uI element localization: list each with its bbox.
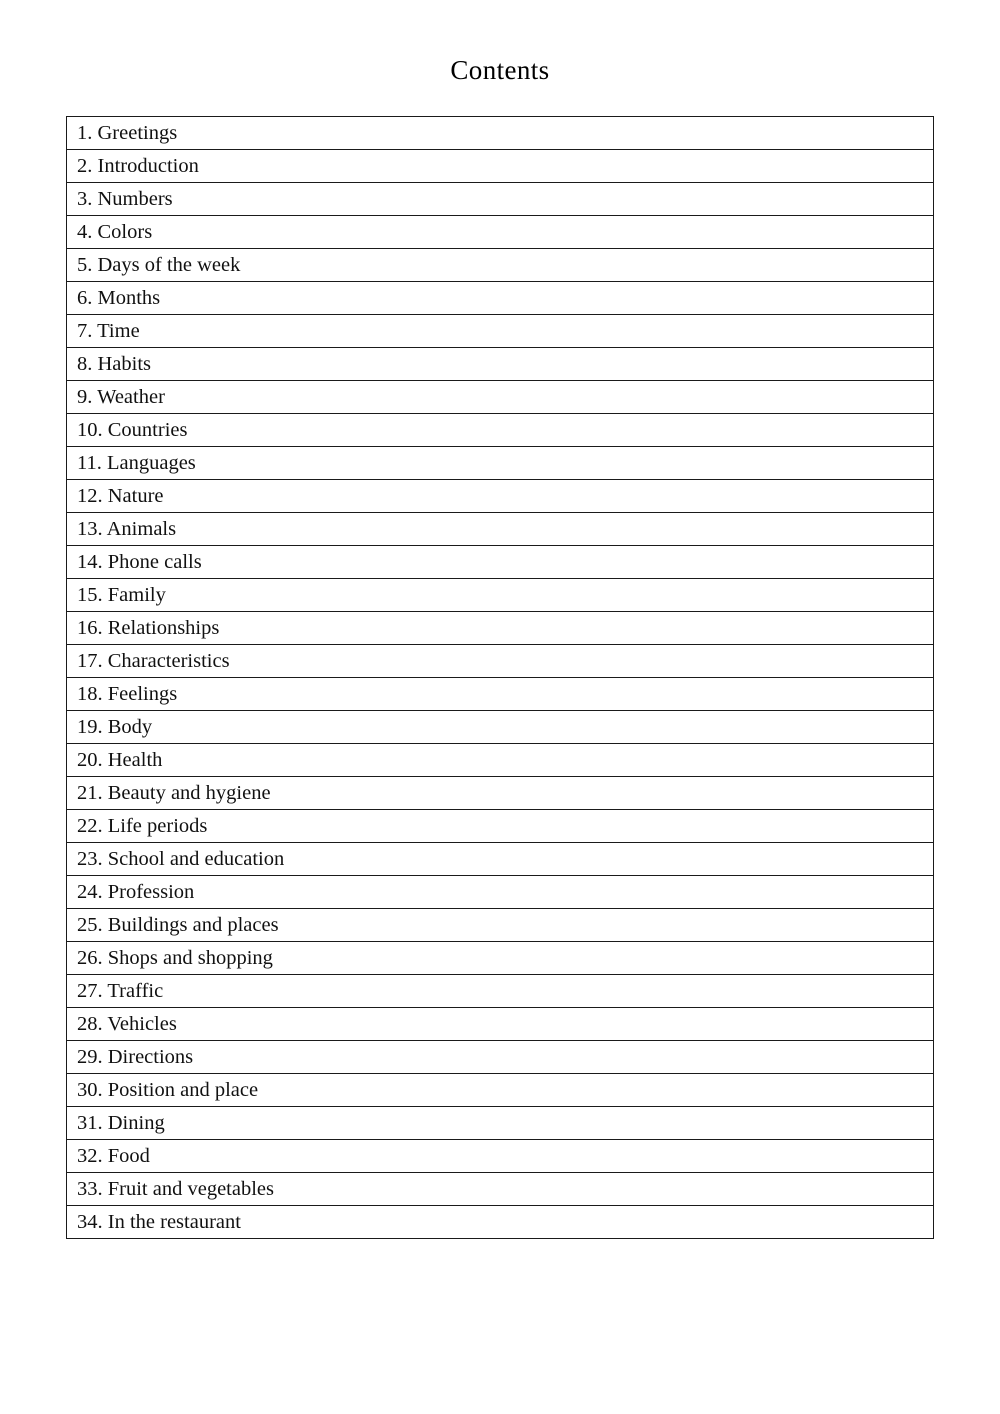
list-item[interactable]: 15. Family xyxy=(67,579,933,612)
list-item[interactable]: 23. School and education xyxy=(67,843,933,876)
list-item[interactable]: 16. Relationships xyxy=(67,612,933,645)
list-item[interactable]: 22. Life periods xyxy=(67,810,933,843)
list-item[interactable]: 21. Beauty and hygiene xyxy=(67,777,933,810)
list-item[interactable]: 3. Numbers xyxy=(67,183,933,216)
list-item[interactable]: 2. Introduction xyxy=(67,150,933,183)
list-item[interactable]: 8. Habits xyxy=(67,348,933,381)
list-item[interactable]: 12. Nature xyxy=(67,480,933,513)
list-item[interactable]: 1. Greetings xyxy=(67,117,933,150)
list-item[interactable]: 28. Vehicles xyxy=(67,1008,933,1041)
list-item[interactable]: 32. Food xyxy=(67,1140,933,1173)
page-title: Contents xyxy=(450,55,550,85)
list-item[interactable]: 24. Profession xyxy=(67,876,933,909)
list-item[interactable]: 19. Body xyxy=(67,711,933,744)
list-item[interactable]: 29. Directions xyxy=(67,1041,933,1074)
list-item[interactable]: 26. Shops and shopping xyxy=(67,942,933,975)
list-item[interactable]: 31. Dining xyxy=(67,1107,933,1140)
list-item[interactable]: 34. In the restaurant xyxy=(67,1206,933,1239)
list-item[interactable]: 33. Fruit and vegetables xyxy=(67,1173,933,1206)
list-item[interactable]: 5. Days of the week xyxy=(67,249,933,282)
table-of-contents xyxy=(66,116,934,1239)
list-item[interactable]: 20. Health xyxy=(67,744,933,777)
list-item[interactable]: 7. Time xyxy=(67,315,933,348)
list-item[interactable]: 10. Countries xyxy=(67,414,933,447)
list-item[interactable]: 4. Colors xyxy=(67,216,933,249)
list-item[interactable]: 25. Buildings and places xyxy=(67,909,933,942)
list-item[interactable]: 13. Animals xyxy=(67,513,933,546)
list-item[interactable]: 30. Position and place xyxy=(67,1074,933,1107)
list-item[interactable]: 18. Feelings xyxy=(67,678,933,711)
list-item[interactable]: 9. Weather xyxy=(67,381,933,414)
list-item[interactable]: 17. Characteristics xyxy=(67,645,933,678)
list-item[interactable]: 14. Phone calls xyxy=(67,546,933,579)
list-item[interactable]: 27. Traffic xyxy=(67,975,933,1008)
list-item[interactable]: 6. Months xyxy=(67,282,933,315)
list-item[interactable]: 11. Languages xyxy=(67,447,933,480)
